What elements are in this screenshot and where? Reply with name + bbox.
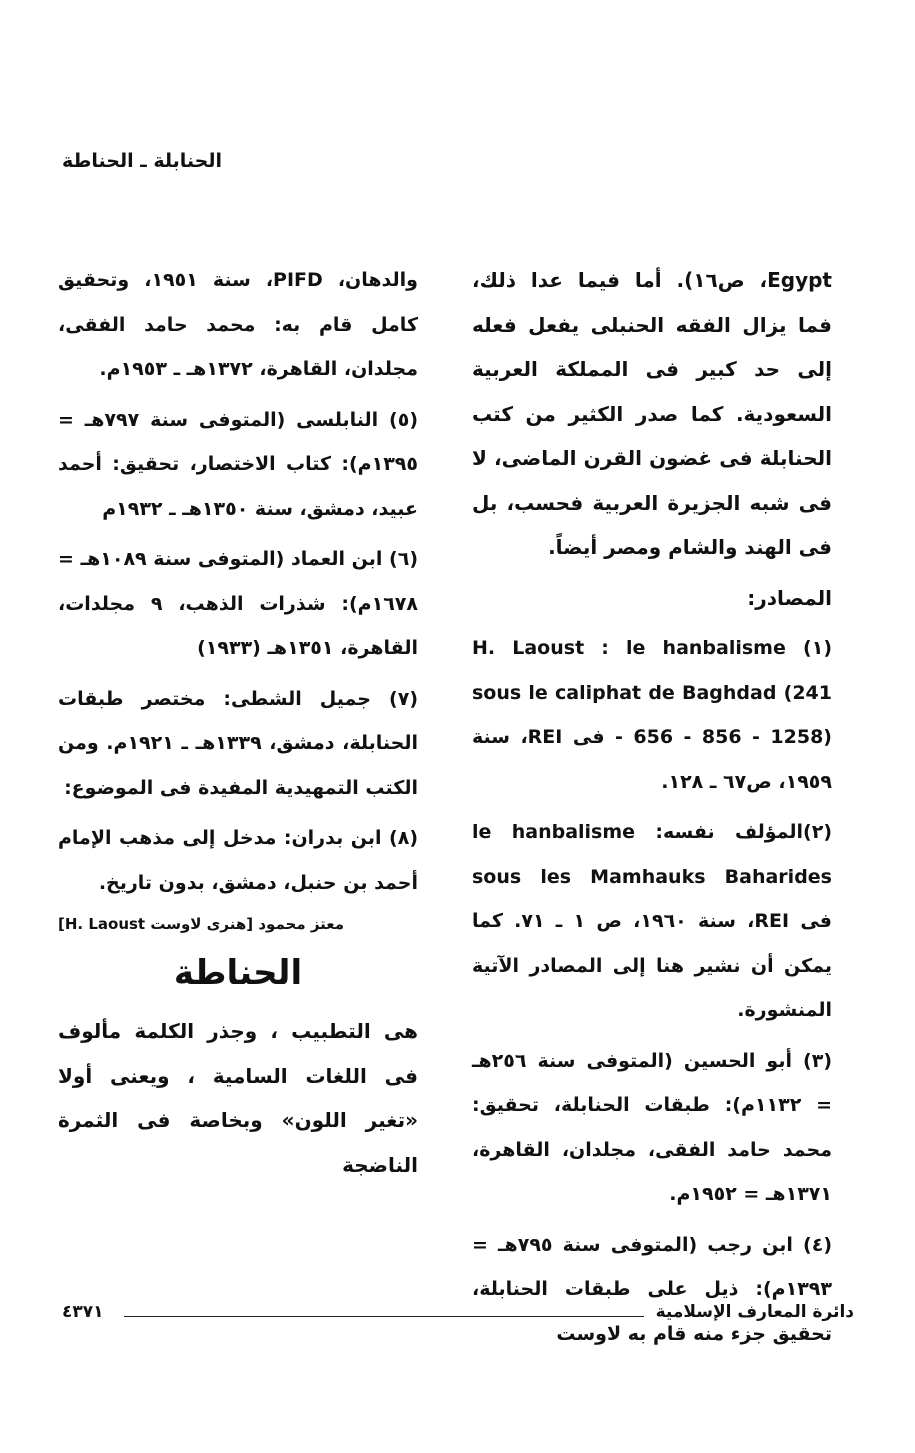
running-header: الحنابلة ـ الحناطة [62, 150, 223, 172]
entry-title: الحناطة [173, 953, 303, 993]
journal-title: دائرة المعارف الإسلامية [655, 1302, 854, 1322]
paragraph-continuation: Egypt، ص١٦). أما فيما عدا ذلك، فما يزال الفقه الحنبلى يفعل فعله إلى حد كبير فى المملكة العربية السعودية. كما صدر الكثير من كتب الحنابلة فى غضون القرن الماضى، لا فى شبه الجزيرة العربية فحسب، بل فى الهند والشام ومصر أيضاً. [472, 268, 832, 559]
source-item-5: (٥) النابلسى (المتوفى سنة ٧٩٧هـ = ١٣٩٥م): كتاب الاختصار، تحقيق: أحمد عبيد، دمشق، سنة ١٣٥٠هـ ـ ١٩٣٢م [58, 408, 418, 520]
page-number: ٤٣٧١ [62, 1302, 104, 1322]
source-item-3: (٣) أبو الحسين (المتوفى سنة ٢٥٦هـ = ١١٣٢م): طبقات الحنابلة، تحقيق: محمد حامد الفقى، مجلدان، القاهرة، ١٣٧١هـ = ١٩٥٢م. [472, 1049, 832, 1205]
article-author: معتز محمود [هنرى لاوست H. Laoust] [58, 915, 345, 933]
sources-heading: المصادر: [747, 585, 832, 610]
source-item-1: (١) H. Laoust : le hanbalisme sous le caliphat de Baghdad (241 - 656 - 856 - 1258) فى REI، سنة ١٩٥٩، ص٦٧ ـ ١٢٨. [472, 637, 832, 793]
source-item-2: (٢)المؤلف نفسه: le hanbalisme sous les Mamhauks Baharides فى REI، سنة ١٩٦٠، ص ١ ـ ٧١. كما يمكن أن نشير هنا إلى المصادر الآتية المنشورة. [472, 821, 832, 1021]
source-item-7: (٧) جميل الشطى: مختصر طبقات الحنابلة، دمشق، ١٣٣٩هـ ـ ١٩٢١م. ومن الكتب التمهيدية المفيدة فى الموضوع: [58, 687, 418, 799]
source-item-4: (٤) ابن رجب (المتوفى سنة ٧٩٥هـ = ١٣٩٣م): ذيل على طبقات الحنابلة، تحقيق جزء منه قام به لاوست [472, 1233, 832, 1345]
page-footer [62, 1302, 854, 1332]
source-item-8: (٨) ابن بدران: مدخل إلى مذهب الإمام أحمد بن حنبل، دمشق، بدون تاريخ. [58, 827, 418, 894]
left-column [58, 258, 418, 1193]
source-item-4-continued: والدهان، PIFD، سنة ١٩٥١، وتحقيق كامل قام به: محمد حامد الفقى، مجلدان، القاهرة، ١٣٧٢هـ ـ ١٩٥٣م. [58, 269, 418, 380]
right-column [472, 258, 832, 1362]
entry-paragraph: هى التطبيب ، وجذر الكلمة مألوف فى اللغات السامية ، ويعنى أولا «تغير اللون» وبخاصة فى الثمرة الناضجة [58, 1019, 418, 1177]
footer-rule [124, 1316, 644, 1317]
source-item-6: (٦) ابن العماد (المتوفى سنة ١٠٨٩هـ = ١٦٧٨م): شذرات الذهب، ٩ مجلدات، القاهرة، ١٣٥١هـ (١٩٣٣) [58, 548, 419, 659]
